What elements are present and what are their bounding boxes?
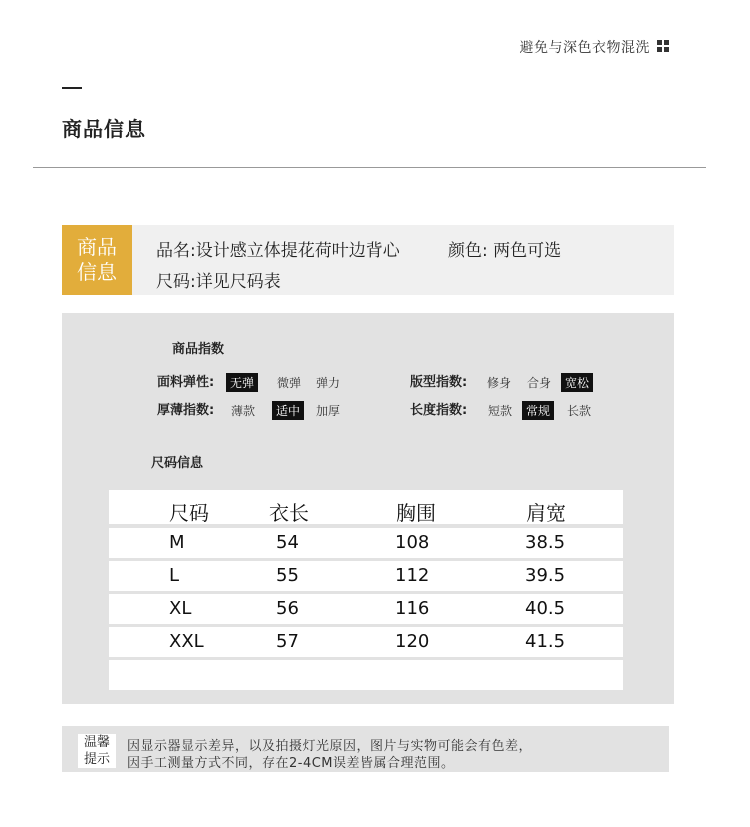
index-label-fit: 版型指数: bbox=[410, 375, 468, 390]
note-line-1: 因显示器显示差异，以及拍摄灯光原因，图片与实物可能会有色差， bbox=[127, 739, 533, 754]
wash-caption: 避免与深色衣物混洗 bbox=[519, 40, 650, 56]
badge-line-1: 商品 bbox=[77, 235, 117, 259]
table-cell: 116 bbox=[395, 598, 430, 619]
section-title: 商品信息 bbox=[62, 117, 146, 141]
table-row bbox=[109, 528, 623, 558]
size-table-title: 尺码信息 bbox=[151, 456, 204, 471]
product-info-badge bbox=[62, 225, 132, 295]
grid-icon bbox=[657, 40, 669, 52]
note-line-2: 因手工测量方式不同，存在2-4CM误差皆属合理范围。 bbox=[127, 756, 455, 771]
table-cell: XL bbox=[169, 598, 192, 619]
table-cell: 38.5 bbox=[525, 532, 566, 553]
table-cell: 57 bbox=[276, 631, 299, 652]
title-dash bbox=[62, 87, 82, 89]
index-option: 加厚 bbox=[316, 404, 341, 418]
index-label-length: 长度指数: bbox=[410, 403, 468, 418]
table-cell: 41.5 bbox=[525, 631, 566, 652]
product-size: 尺码:详见尺码表 bbox=[156, 272, 281, 292]
index-option: 长款 bbox=[567, 404, 592, 418]
product-name: 品名:设计感立体提花荷叶边背心 bbox=[156, 241, 400, 261]
table-cell: 112 bbox=[395, 565, 430, 586]
index-option: 常规 bbox=[522, 401, 554, 420]
index-option: 微弹 bbox=[277, 376, 302, 390]
table-cell: L bbox=[169, 565, 180, 586]
table-header: 尺码 bbox=[169, 501, 209, 525]
divider bbox=[33, 167, 706, 168]
table-cell: M bbox=[169, 532, 185, 553]
table-header: 肩宽 bbox=[526, 501, 566, 525]
table-header-row bbox=[109, 490, 623, 524]
index-option: 适中 bbox=[272, 401, 304, 420]
table-row bbox=[109, 594, 623, 624]
table-row-empty bbox=[109, 660, 623, 690]
badge-line-2: 信息 bbox=[77, 260, 117, 284]
product-color: 颜色: 两色可选 bbox=[448, 241, 562, 261]
table-row bbox=[109, 627, 623, 657]
table-cell: 56 bbox=[276, 598, 299, 619]
note-badge-line-2: 提示 bbox=[83, 752, 110, 767]
table-cell: 120 bbox=[395, 631, 430, 652]
table-cell: 54 bbox=[276, 532, 299, 553]
table-cell: 55 bbox=[276, 565, 299, 586]
index-option: 合身 bbox=[527, 376, 552, 390]
table-cell: 40.5 bbox=[525, 598, 566, 619]
index-option: 薄款 bbox=[231, 404, 256, 418]
index-option: 宽松 bbox=[561, 373, 593, 392]
table-header: 胸围 bbox=[396, 501, 436, 525]
table-cell: 108 bbox=[395, 532, 430, 553]
indices-title: 商品指数 bbox=[172, 342, 225, 357]
table-row bbox=[109, 561, 623, 591]
index-option: 弹力 bbox=[316, 376, 341, 390]
index-label-thickness: 厚薄指数: bbox=[157, 403, 215, 418]
index-label-elasticity: 面料弹性: bbox=[157, 375, 215, 390]
index-option: 修身 bbox=[487, 376, 512, 390]
table-cell: 39.5 bbox=[525, 565, 566, 586]
index-option: 无弹 bbox=[226, 373, 258, 392]
index-option: 短款 bbox=[488, 404, 513, 418]
table-header: 衣长 bbox=[269, 501, 309, 525]
table-cell: XXL bbox=[169, 631, 204, 652]
note-badge-line-1: 温馨 bbox=[83, 735, 110, 750]
note-badge bbox=[78, 734, 116, 768]
